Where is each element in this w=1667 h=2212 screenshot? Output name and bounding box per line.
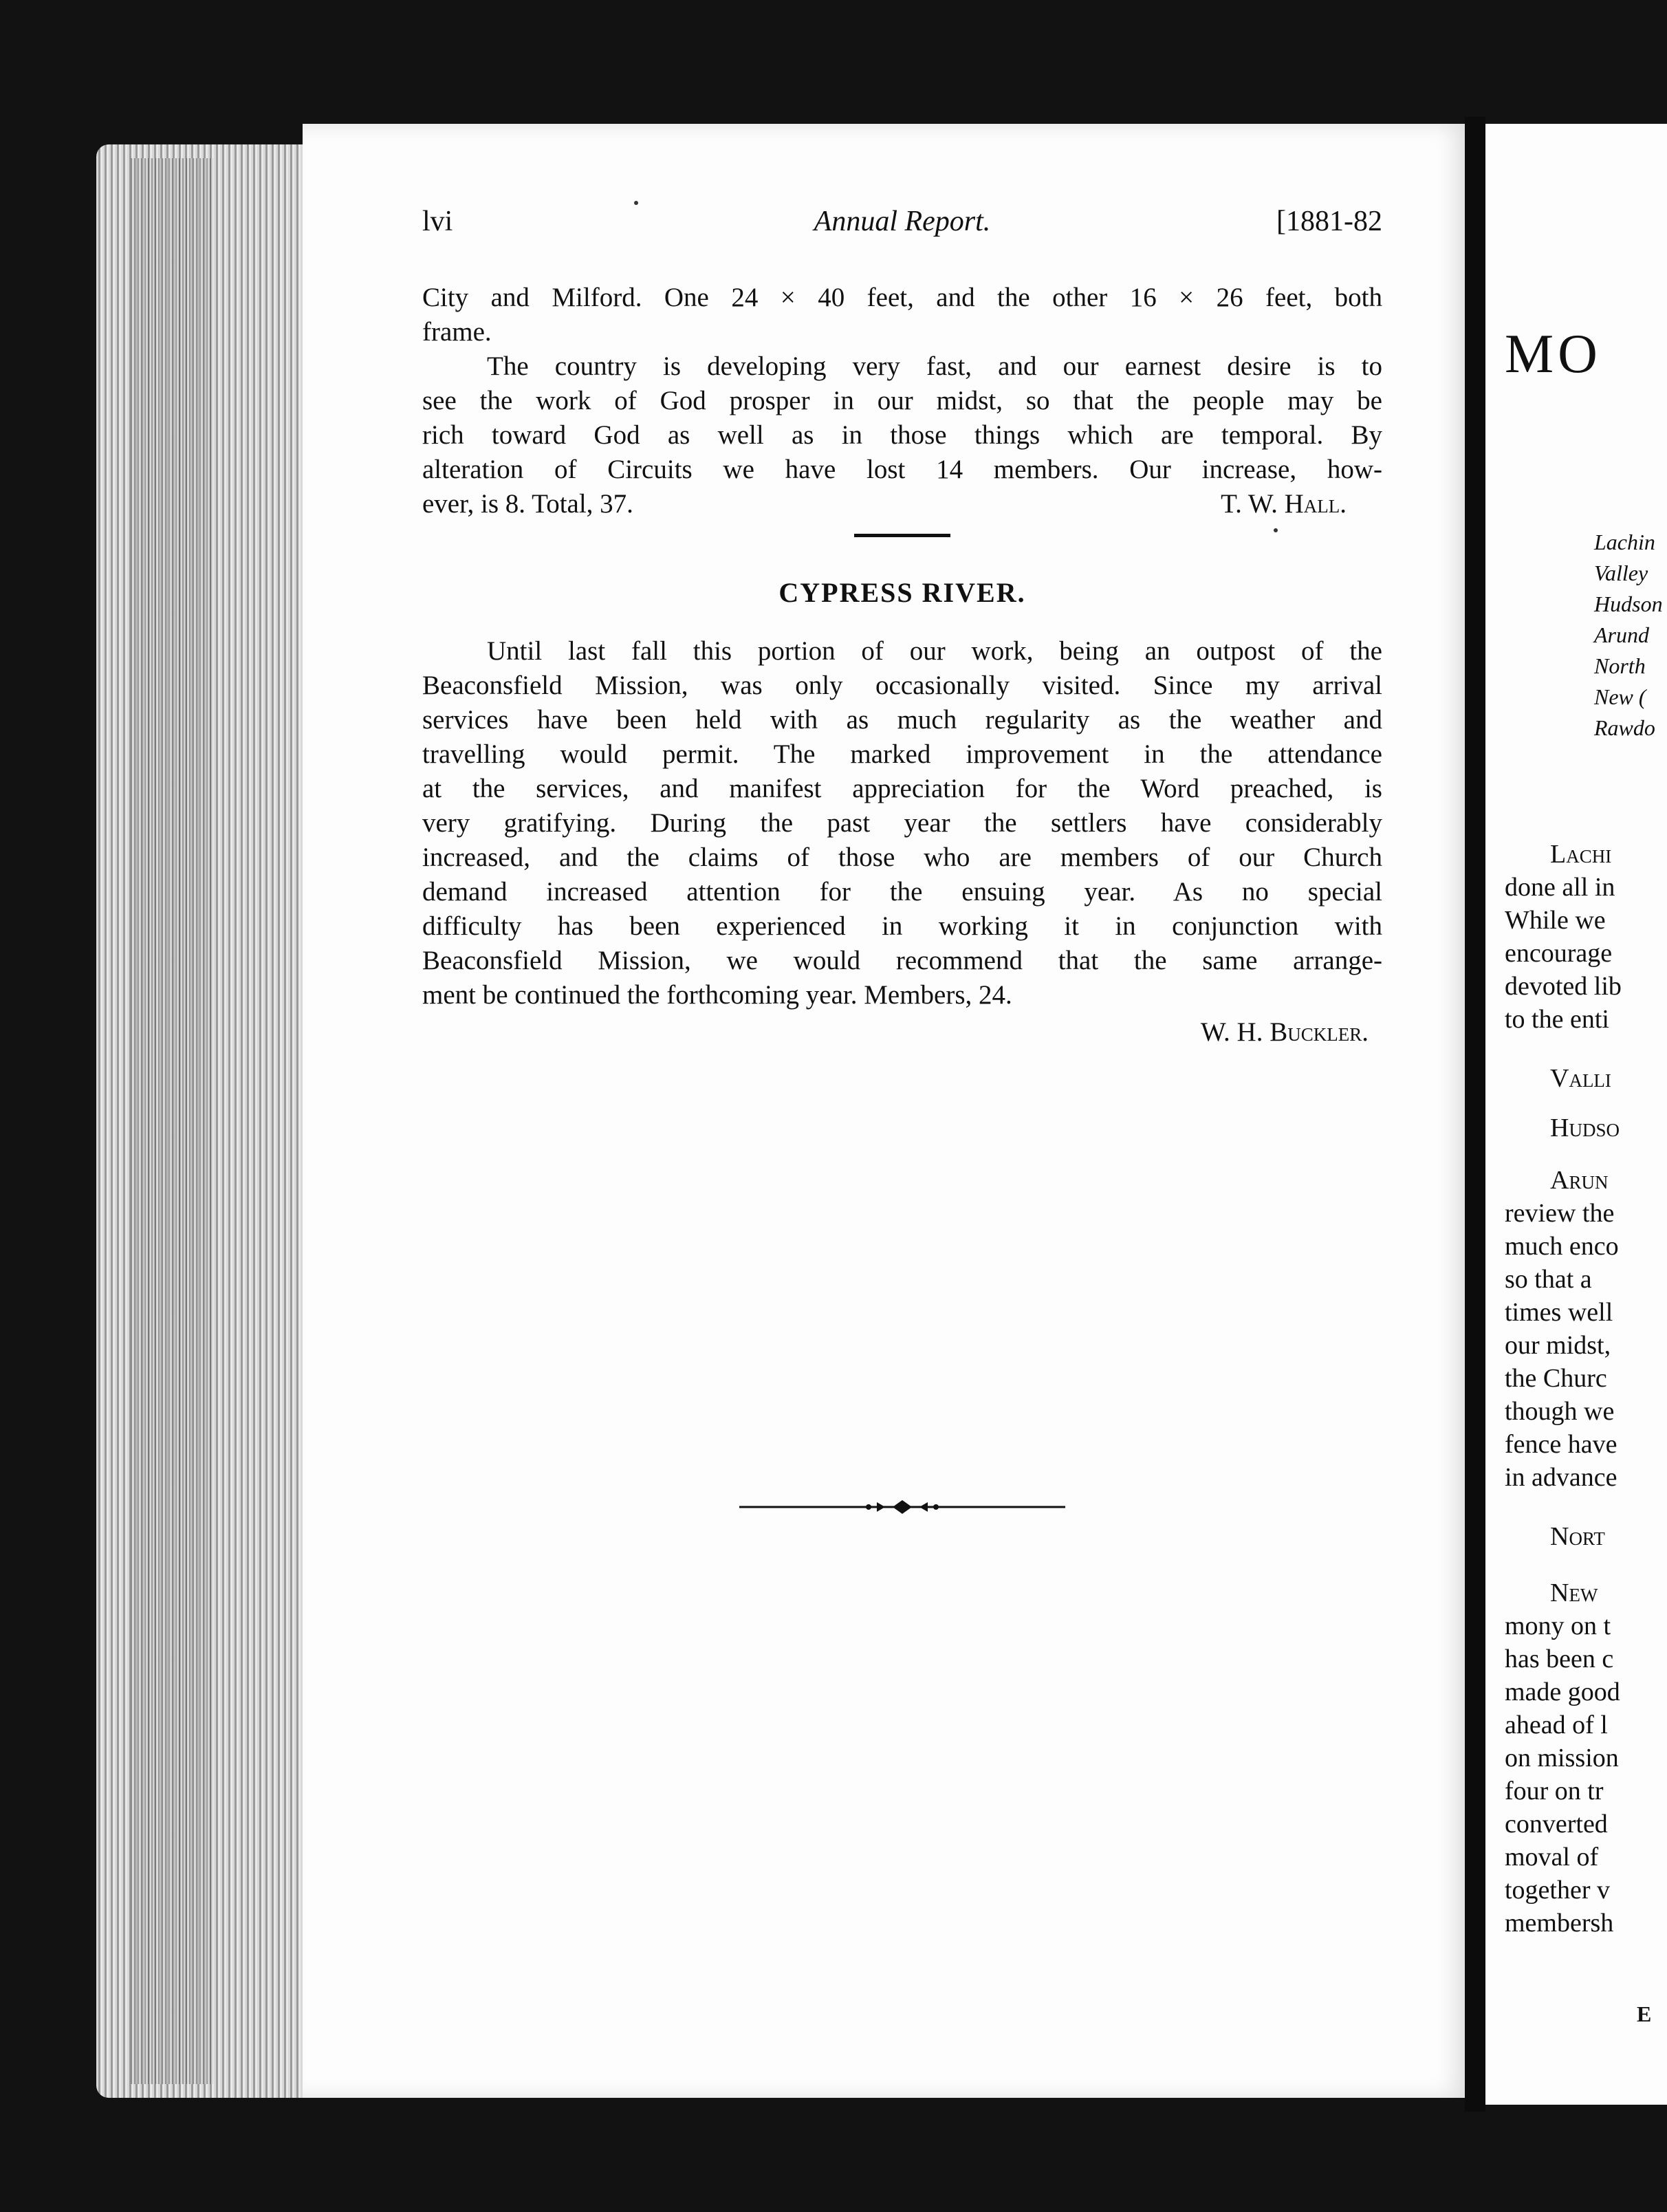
facing-page-title: MO bbox=[1505, 324, 1602, 384]
section-divider-rule bbox=[854, 534, 950, 537]
facing-list-entry: New ( bbox=[1594, 684, 1646, 709]
text-line: Until last fall this portion of our work, being an outpost of the bbox=[487, 636, 1382, 666]
facing-list-entry: North bbox=[1594, 653, 1646, 678]
text-line: ment be continued the forthcoming year. Members, 24. bbox=[422, 980, 1012, 1010]
facing-text-line: moval of bbox=[1505, 1843, 1599, 1872]
facing-list-entry: Arund bbox=[1594, 622, 1649, 647]
facing-text-line: four on tr bbox=[1505, 1777, 1604, 1806]
paragraph-hall-report bbox=[422, 349, 1382, 521]
ornament-dot-left bbox=[866, 1504, 871, 1510]
facing-text-line: ahead of l bbox=[1505, 1711, 1608, 1739]
facing-text-line: together v bbox=[1505, 1876, 1611, 1905]
facing-text-line: in advance bbox=[1505, 1463, 1617, 1492]
facing-text-line: the Churc bbox=[1505, 1364, 1607, 1393]
signature-buckler: W. H. Buckler. bbox=[1200, 1017, 1369, 1047]
paragraph-cypress-river bbox=[422, 634, 1382, 1012]
facing-text-line: membersh bbox=[1505, 1909, 1614, 1938]
text-line-with-signature bbox=[422, 487, 1382, 521]
facing-text-line: to the enti bbox=[1505, 1005, 1609, 1034]
facing-text-line: done all in bbox=[1505, 873, 1615, 902]
facing-text-line: Arun bbox=[1550, 1166, 1609, 1195]
text-line: at the services, and manifest appreciation for the Word preached, is bbox=[422, 774, 1382, 803]
running-header bbox=[422, 205, 1382, 246]
facing-text-line: fence have bbox=[1505, 1430, 1617, 1459]
text-line: alteration of Circuits we have lost 14 members. Our increase, how- bbox=[422, 455, 1382, 484]
facing-list-entry: Hudson bbox=[1594, 592, 1663, 616]
signature-hall: T. W. Hall. bbox=[1221, 489, 1347, 519]
text-line: see the work of God prosper in our midst, so that the people may be bbox=[422, 386, 1382, 415]
facing-text-line: New bbox=[1550, 1579, 1598, 1607]
text-line: City and Milford. One 24 × 40 feet, and the other 16 × 26 feet, both bbox=[422, 283, 1382, 312]
text-line: frame. bbox=[422, 317, 492, 347]
facing-text-line: so that a bbox=[1505, 1265, 1592, 1294]
facing-text-line: Nort bbox=[1550, 1522, 1605, 1551]
facing-text-line: devoted lib bbox=[1505, 972, 1622, 1001]
facing-text-line: mony on t bbox=[1505, 1612, 1611, 1640]
facing-text-line: Lachi bbox=[1550, 840, 1612, 869]
facing-text-line: Valli bbox=[1550, 1064, 1611, 1093]
ornament-arrow-left bbox=[877, 1502, 885, 1512]
text-line: rich toward God as well as in those things which are temporal. By bbox=[422, 420, 1382, 450]
section-heading: CYPRESS RIVER. bbox=[778, 577, 1026, 608]
ornament-arrow-right bbox=[919, 1502, 928, 1512]
text-line: difficulty has been experienced in working it in conjunction with bbox=[422, 911, 1382, 941]
text-line: Beaconsfield Mission, we would recommend that the same arrange- bbox=[422, 946, 1382, 975]
facing-text-line: Hudso bbox=[1550, 1114, 1620, 1142]
facing-list-entry: Valley bbox=[1594, 561, 1648, 585]
ornamental-divider bbox=[739, 1497, 1065, 1517]
text-line: travelling would permit. The marked improvement in the attendance bbox=[422, 739, 1382, 769]
text-line: very gratifying. During the past year the settlers have considerably bbox=[422, 808, 1382, 838]
print-speck bbox=[634, 201, 638, 205]
facing-list-entry: Rawdo bbox=[1594, 715, 1655, 740]
text-line: ever, is 8. Total, 37. bbox=[422, 489, 633, 519]
facing-text-line: While we bbox=[1505, 906, 1606, 935]
facing-text-line: our midst, bbox=[1505, 1331, 1611, 1360]
facing-text-line: converted bbox=[1505, 1810, 1608, 1839]
print-speck bbox=[1274, 528, 1278, 532]
text-line: demand increased attention for the ensuing year. As no special bbox=[422, 877, 1382, 907]
facing-text-line: on mission bbox=[1505, 1744, 1619, 1772]
text-line: increased, and the claims of those who are members of our Church bbox=[422, 843, 1382, 872]
page-number: lvi bbox=[422, 206, 453, 237]
text-line: The country is developing very fast, and our earnest desire is to bbox=[487, 351, 1382, 381]
facing-text-line: much enco bbox=[1505, 1232, 1619, 1261]
book-gutter bbox=[1465, 117, 1485, 2112]
paragraph-continued bbox=[422, 281, 1382, 349]
facing-list-entry: Lachin bbox=[1594, 530, 1655, 554]
report-year: [1881-82 bbox=[1276, 206, 1382, 237]
facing-text-line: made good bbox=[1505, 1678, 1620, 1706]
running-title: Annual Report. bbox=[814, 206, 991, 237]
text-line: Beaconsfield Mission, was only occasionally visited. Since my arrival bbox=[422, 671, 1382, 700]
signature-mark: E bbox=[1637, 2002, 1652, 2026]
facing-text-line: times well bbox=[1505, 1298, 1613, 1327]
ornament-dot-right bbox=[933, 1504, 939, 1510]
facing-text-line: review the bbox=[1505, 1199, 1615, 1228]
facing-text-line: though we bbox=[1505, 1397, 1615, 1426]
book-page-edges-shadow bbox=[131, 158, 213, 2084]
ornament-diamond bbox=[893, 1500, 912, 1514]
facing-text-line: encourage bbox=[1505, 939, 1613, 968]
facing-text-line: has been c bbox=[1505, 1645, 1614, 1673]
text-line: services have been held with as much regularity as the weather and bbox=[422, 705, 1382, 735]
